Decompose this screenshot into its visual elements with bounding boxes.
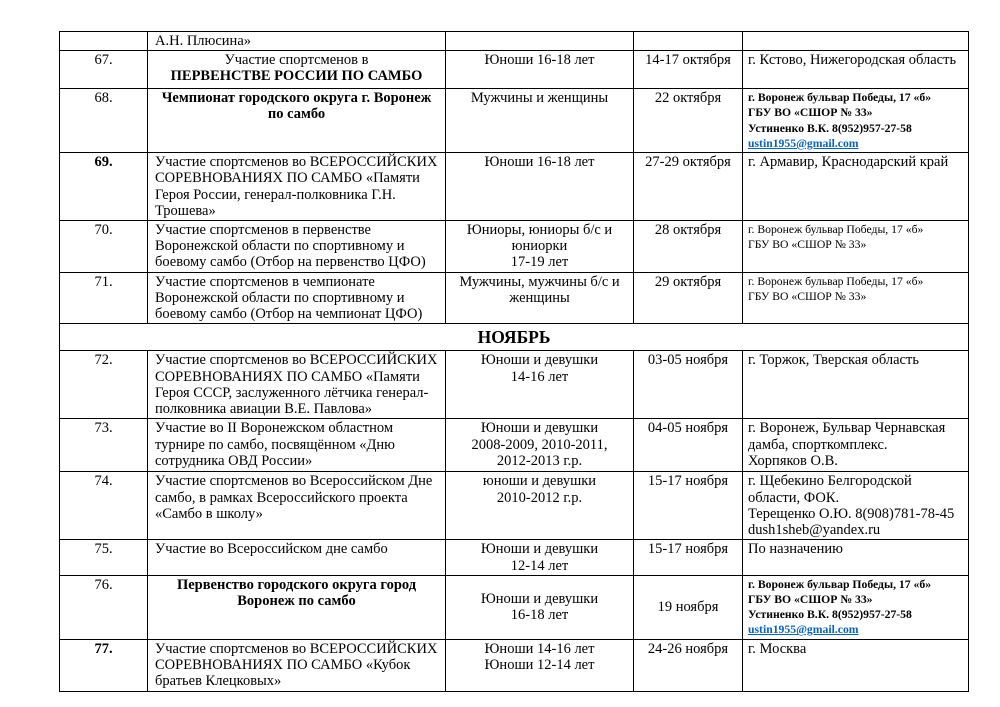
age-group-line: Юноши и девушки <box>480 420 599 437</box>
age-group-line: Юноши 14-16 лет <box>484 640 595 657</box>
event-name-line: Участие во II Воронежском областном турнире по самбо, посвящённом «Дню сотрудника ОВД России» <box>155 420 395 469</box>
event-name-cell <box>148 51 446 89</box>
table-row <box>60 351 969 419</box>
table-row <box>60 32 969 51</box>
location-line: По назначению <box>748 541 843 558</box>
location-line: dush1sheb@yandex.ru <box>748 522 881 539</box>
age-group-line: Юноши 12-14 лет <box>484 656 595 673</box>
row-number: 70. <box>60 220 148 272</box>
event-name-line: Участие спортсменов во ВСЕРОССИЙСКИХ СОРЕВНОВАНИЯХ ПО САМБО «Памяти Героя СССР, заслуженного лётчика генерал-полковника авиации В.Е. Павлова» <box>155 352 438 418</box>
age-group-line: юноши и девушки <box>482 473 597 490</box>
age-group-cell <box>446 472 634 540</box>
location-cell <box>743 472 969 540</box>
event-name-cell <box>148 153 446 221</box>
table-row <box>60 639 969 691</box>
date-cell: 28 октября <box>634 220 743 272</box>
location-line: Терещенко О.Ю. 8(908)781-78-45 <box>748 505 955 522</box>
table-row <box>60 153 969 221</box>
row-number: 68. <box>60 89 148 153</box>
age-group-line: 2008-2009, 2010-2011, <box>471 436 608 453</box>
event-name-line: Участие спортсменов во ВСЕРОССИЙСКИХ СОРЕВНОВАНИЯХ ПО САМБО «Памяти Героя России, генерал-полковника Г.Н. Трошева» <box>155 154 438 219</box>
event-name-cell <box>148 32 446 51</box>
event-name-line: Участие спортсменов в первенстве Воронежской области по спортивному и боевому самбо (Отбор на первенство ЦФО) <box>155 221 426 271</box>
location-cell <box>743 89 969 153</box>
age-group-line: Мужчины и женщины <box>470 90 609 107</box>
location-line: ГБУ ВО «СШОР № 33» <box>748 238 867 252</box>
row-number: 77. <box>60 639 148 691</box>
date-cell: 29 октября <box>634 272 743 324</box>
row-number: 69. <box>60 153 148 221</box>
table-row <box>60 419 969 472</box>
row-number: 76. <box>60 575 148 639</box>
date-cell <box>634 32 743 51</box>
row-number: 67. <box>60 51 148 89</box>
date-cell: 27-29 октября <box>634 153 743 221</box>
age-group-cell <box>446 153 634 221</box>
date-cell: 19 ноября <box>634 575 743 639</box>
table-row <box>60 220 969 272</box>
age-group-line: 14-16 лет <box>510 368 569 385</box>
location-line: г. Торжок, Тверская область <box>748 352 919 369</box>
date-cell: 22 октября <box>634 89 743 153</box>
age-group-line: Мужчины, мужчины б/с и женщины <box>459 273 620 306</box>
competition-calendar-table <box>59 31 969 692</box>
event-name-line: Первенство городского округа город Воронеж по самбо <box>176 576 417 609</box>
location-line: г. Кстово, Нижегородская область <box>748 52 957 69</box>
location-line: г. Воронеж бульвар Победы, 17 «б» <box>748 91 932 105</box>
age-group-cell <box>446 220 634 272</box>
age-group-line: 12-14 лет <box>510 557 569 574</box>
location-cell <box>743 639 969 691</box>
event-name-line: А.Н. Плюсина» <box>155 33 251 49</box>
date-cell: 15-17 ноября <box>634 540 743 575</box>
location-cell <box>743 351 969 419</box>
event-name-cell <box>148 540 446 575</box>
location-cell <box>743 575 969 639</box>
age-group-line: Юноши и девушки <box>480 590 599 607</box>
table-row <box>60 89 969 153</box>
event-name-cell <box>148 575 446 639</box>
event-name-line: Участие во Всероссийском дне самбо <box>155 541 388 558</box>
location-line: ГБУ ВО «СШОР № 33» <box>748 289 867 303</box>
location-cell <box>743 540 969 575</box>
table-body <box>60 32 969 692</box>
location-cell <box>743 51 969 89</box>
event-name-line: Участие спортсменов в <box>224 52 369 69</box>
age-group-line: Юноши и девушки <box>480 541 599 558</box>
location-line: г. Воронеж бульвар Победы, 17 «б» <box>748 222 924 236</box>
age-group-cell <box>446 272 634 324</box>
location-cell <box>743 32 969 51</box>
event-name-cell <box>148 419 446 472</box>
location-line: г. Армавир, Краснодарский край <box>748 154 949 171</box>
event-name-line: ПЕРВЕНСТВЕ РОССИИ ПО САМБО <box>170 68 423 85</box>
age-group-line: 2012-2013 г.р. <box>496 452 583 469</box>
age-group-line: Юниоры, юниоры б/с и юниорки <box>466 221 613 255</box>
date-cell: 04-05 ноября <box>634 419 743 472</box>
row-number: 71. <box>60 272 148 324</box>
month-section-row <box>60 324 969 351</box>
location-line: Устиненко В.К. 8(952)957-27-58 <box>748 121 912 135</box>
event-name-line: Участие спортсменов во Всероссийском Дне самбо, в рамках Всероссийского проекта «Самбо в школу» <box>155 473 433 522</box>
row-number: 72. <box>60 351 148 419</box>
age-group-line: Юноши 16-18 лет <box>484 154 595 171</box>
location-line: Хорпяков О.В. <box>748 452 838 469</box>
age-group-cell <box>446 419 634 472</box>
age-group-line: 2010-2012 г.р. <box>496 489 583 506</box>
age-group-line: 17-19 лет <box>510 254 569 271</box>
event-name-cell <box>148 220 446 272</box>
date-cell: 03-05 ноября <box>634 351 743 419</box>
event-name-cell <box>148 272 446 324</box>
location-cell <box>743 272 969 324</box>
age-group-cell <box>446 639 634 691</box>
row-number: 73. <box>60 419 148 472</box>
row-number: 74. <box>60 472 148 540</box>
event-name-line: Участие спортсменов во ВСЕРОССИЙСКИХ СОРЕВНОВАНИЯХ ПО САМБО «Кубок братьев Клецковых» <box>155 640 438 690</box>
age-group-cell <box>446 540 634 575</box>
age-group-cell <box>446 351 634 419</box>
age-group-line: 16-18 лет <box>510 607 569 624</box>
table-row <box>60 575 969 639</box>
location-cell <box>743 419 969 472</box>
location-line: г. Москва <box>748 640 807 657</box>
date-cell: 14-17 октября <box>634 51 743 89</box>
date-cell: 24-26 ноября <box>634 639 743 691</box>
event-name-line: Чемпионат городского округа г. Воронеж по самбо <box>161 90 432 123</box>
location-line: г. Щебекино Белгородской области, ФОК. <box>748 473 912 506</box>
event-name-cell <box>148 351 446 419</box>
location-line: г. Воронеж бульвар Победы, 17 «б» <box>748 274 924 288</box>
age-group-cell <box>446 32 634 51</box>
age-group-cell <box>446 51 634 89</box>
age-group-cell <box>446 89 634 153</box>
event-name-line: Участие спортсменов в чемпионате Воронежской области по спортивному и боевому самбо (Отбор на чемпионат ЦФО) <box>155 273 423 323</box>
email-link[interactable]: ustin1955@gmail.com <box>748 136 859 150</box>
row-number: 75. <box>60 540 148 575</box>
row-number <box>60 32 148 51</box>
location-line: г. Воронеж бульвар Победы, 17 «б» <box>748 577 932 591</box>
age-group-line: Юноши и девушки <box>480 352 599 369</box>
table-row <box>60 472 969 540</box>
date-cell: 15-17 ноября <box>634 472 743 540</box>
table-row <box>60 272 969 324</box>
location-line: ГБУ ВО «СШОР № 33» <box>748 592 873 606</box>
location-line: Устиненко В.К. 8(952)957-27-58 <box>748 608 912 622</box>
event-name-cell <box>148 472 446 540</box>
age-group-line: Юноши 16-18 лет <box>484 52 595 69</box>
location-cell <box>743 153 969 221</box>
table-row <box>60 540 969 575</box>
event-name-cell <box>148 639 446 691</box>
email-link[interactable]: ustin1955@gmail.com <box>748 623 859 637</box>
location-line: г. Воронеж, Бульвар Чернавская дамба, спорткомплекс. <box>748 420 946 453</box>
age-group-cell <box>446 575 634 639</box>
table-row <box>60 51 969 89</box>
event-name-cell <box>148 89 446 153</box>
month-header: НОЯБРЬ <box>60 324 969 351</box>
location-cell <box>743 220 969 272</box>
location-line: ГБУ ВО «СШОР № 33» <box>748 106 873 120</box>
